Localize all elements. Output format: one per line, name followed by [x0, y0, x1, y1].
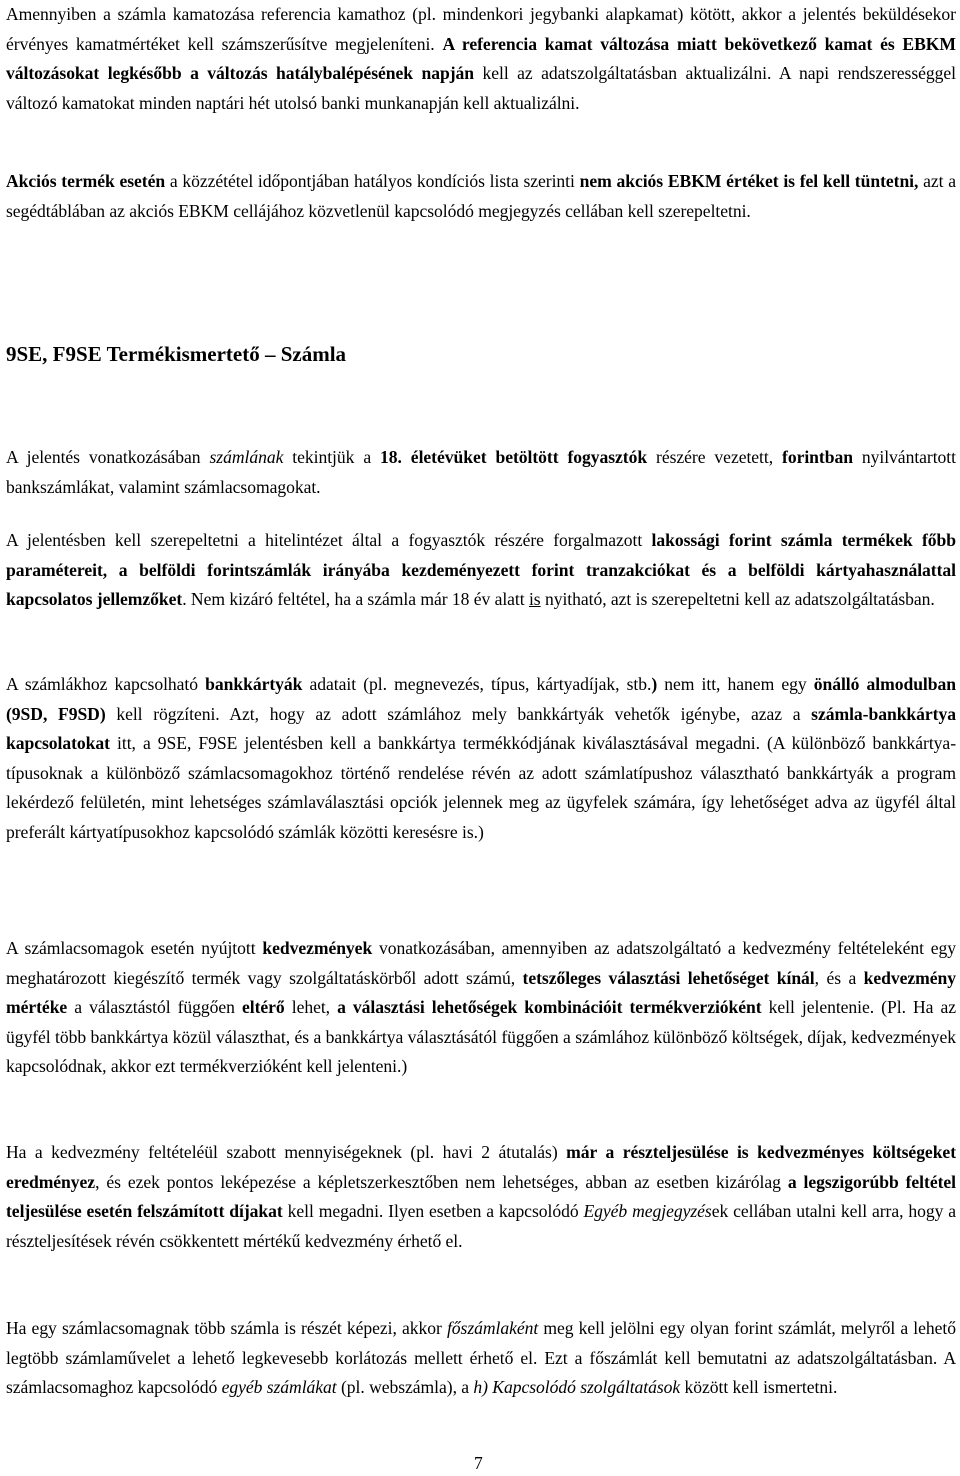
paragraph-account-definition — [6, 443, 956, 502]
text-run: vonatkozásában, amennyiben az adatszolgáltató a kedvezmény feltételeként egy meghatározott kiegészítő termék vagy szolgáltatáskörből adott számú, — [6, 938, 957, 988]
page-number: 7 — [474, 1453, 483, 1473]
text-run: h) Kapcsolódó szolgáltatások — [473, 1377, 681, 1397]
text-run: azt a segédtáblában az akciós EBKM cellájához közvetlenül kapcsolódó megjegyzés cellában kell szerepeltetni. — [6, 171, 957, 221]
text-run: A jelentés vonatkozásában — [6, 447, 210, 467]
text-run: ek cellában utalni kell arra, hogy a részteljesítések révén csökkentett mértékű kedvezmény érhető el. — [6, 1201, 956, 1251]
text-run: a választási lehetőségek kombinációit termékverzióként — [337, 997, 762, 1017]
text-run: eltérő — [242, 997, 285, 1017]
text-run: a választástól függően — [67, 997, 242, 1017]
text-run: Egyéb megjegyzés — [583, 1201, 712, 1221]
text-run: A referencia kamat változása miatt bekövetkező kamat és EBKM változásokat legkésőbb a változás hatálybalépésének napján — [6, 33, 956, 83]
text-run: nyilvántartott bankszámlákat, valamint számlacsomagokat. — [6, 447, 956, 497]
text-run: kell az adatszolgáltatásban aktualizálni. A napi rendszerességgel változó kamatokat minden naptári hét utolsó banki munkanapján kell aktualizálni. — [6, 63, 956, 113]
paragraph-reference-interest — [6, 0, 956, 118]
paragraph-promotional-product — [6, 167, 956, 226]
paragraph-bank-cards — [6, 670, 956, 847]
section-title: 9SE, F9SE Termékismertető – Számla — [6, 342, 347, 366]
text-run: is — [528, 589, 541, 609]
paragraph-main-account — [6, 1314, 956, 1403]
text-run: tetszőleges választási lehetőséget kínál — [522, 967, 815, 988]
text-run: Ha egy számlacsomagnak több számla is részét képezi, akkor — [6, 1318, 447, 1338]
text-run: főszámlaként — [446, 1318, 539, 1338]
text-run: 18. életévüket betöltött fogyasztók — [380, 447, 648, 467]
text-run: forintban — [782, 447, 853, 467]
text-run: nem itt, hanem egy — [657, 674, 814, 694]
text-run: tekintjük a — [283, 447, 381, 467]
text-run: részére vezetett, — [647, 447, 783, 467]
text-run: (pl. webszámla), a — [336, 1377, 474, 1397]
text-run: meg kell jelölni egy olyan forint számlát, melyről a lehető legtöbb számlaművelet a lehető legkevesebb korlátozás mellett érhető el. Ezt a főszámlát kell bemutatni az adatszolgáltatásban. A számlacsomaghoz kapcsolódó — [6, 1318, 956, 1397]
text-run: között kell ismertetni. — [680, 1377, 838, 1397]
text-run: bankkártyák — [205, 674, 303, 694]
text-run: kedvezmények — [262, 938, 373, 958]
text-run: Ha a kedvezmény feltételéül szabott mennyiségeknek (pl. havi 2 átutalás) — [6, 1142, 567, 1162]
text-run: A számlákhoz kapcsolható — [6, 674, 206, 694]
paragraph-report-contents — [6, 526, 956, 615]
text-run: számla-bankkártya kapcsolatokat — [6, 703, 956, 753]
text-run: a közzététel időpontjában hatályos kondíciós lista szerinti — [165, 171, 580, 191]
text-run: kedvezmény mértéke — [6, 967, 956, 1017]
text-run: kell jelentenie. (Pl. Ha az ügyfél több bankkártya közül választhat, és a bankkártya választásától függően a számlához különböző költségek, díjak, kedvezmények kapcsolódnak, akkor ezt termékverzióként kell jelenteni.) — [6, 997, 956, 1076]
text-run: , és a — [814, 967, 864, 988]
text-run: egyéb számlákat — [221, 1377, 337, 1397]
text-run: ) — [651, 674, 658, 694]
text-run: kell megadni. Ilyen esetben a kapcsolódó — [282, 1201, 584, 1221]
paragraph-discount-conditions — [6, 1138, 956, 1256]
text-run: a legszigorúbb feltétel teljesülése esetén felszámított díjakat — [6, 1171, 956, 1221]
text-run: nem akciós EBKM értéket is fel kell tüntetni, — [579, 171, 919, 191]
text-run: adatait (pl. megnevezés, típus, kártyadíjak, stb. — [302, 674, 652, 694]
text-run: , és ezek pontos leképezése a képletszerkesztőben nem lehetséges, abban az esetben kizárólag — [95, 1171, 788, 1192]
text-run: A jelentésben kell szerepeltetni a hitelintézet által a fogyasztók részére forgalmazott — [6, 530, 652, 550]
text-run: számlának — [209, 447, 284, 467]
text-run: már a részteljesülése is kedvezményes költségeket eredményez — [6, 1142, 956, 1192]
text-run: itt, a 9SE, F9SE jelentésben kell a bankkártya termékkódjának kiválasztásával megadni. (A különböző bankkártya-típusoknak a különböző számlacsomagokhoz történő rendelése révén az adott számlatípushoz választható bankkártyák a program lekérdező felületén, mint lehetséges számlaválasztási opciók jelennek meg az ügyfelek számára, így lehetőséget adva az ügyfél által preferált kártyatípusokhoz kapcsolódó számlák közötti keresésre is.) — [6, 733, 956, 842]
text-run: lakossági forint számla termékek főbb paramétereit, a belföldi forintszámlák irányába kezdeményezett forint tranzakciókat és a belföldi kártyahasználattal kapcsolatos jellemzőket — [6, 530, 956, 609]
text-run: Amennyiben a számla kamatozása referencia kamathoz (pl. mindenkori jegybanki alapkamat) kötött, akkor a jelentés beküldésekor érvényes kamatmértéket kell számszerűsítve megjeleníteni. — [6, 4, 956, 54]
text-run: A számlacsomagok esetén nyújtott — [6, 938, 263, 958]
text-run: Akciós termék esetén — [6, 171, 166, 191]
text-run: önálló almodulban (9SD, F9SD) — [6, 674, 956, 724]
text-run: lehet, — [284, 997, 338, 1017]
paragraph-discounts — [6, 934, 956, 1082]
text-run: . Nem kizáró feltétel, ha a számla már 18 év alatt — [182, 589, 529, 609]
text-run: kell rögzíteni. Azt, hogy az adott számlához mely bankkártyák vehetők igénybe, azaz a — [105, 703, 812, 724]
text-run: nyitható, azt is szerepeltetni kell az adatszolgáltatásban. — [540, 589, 935, 609]
